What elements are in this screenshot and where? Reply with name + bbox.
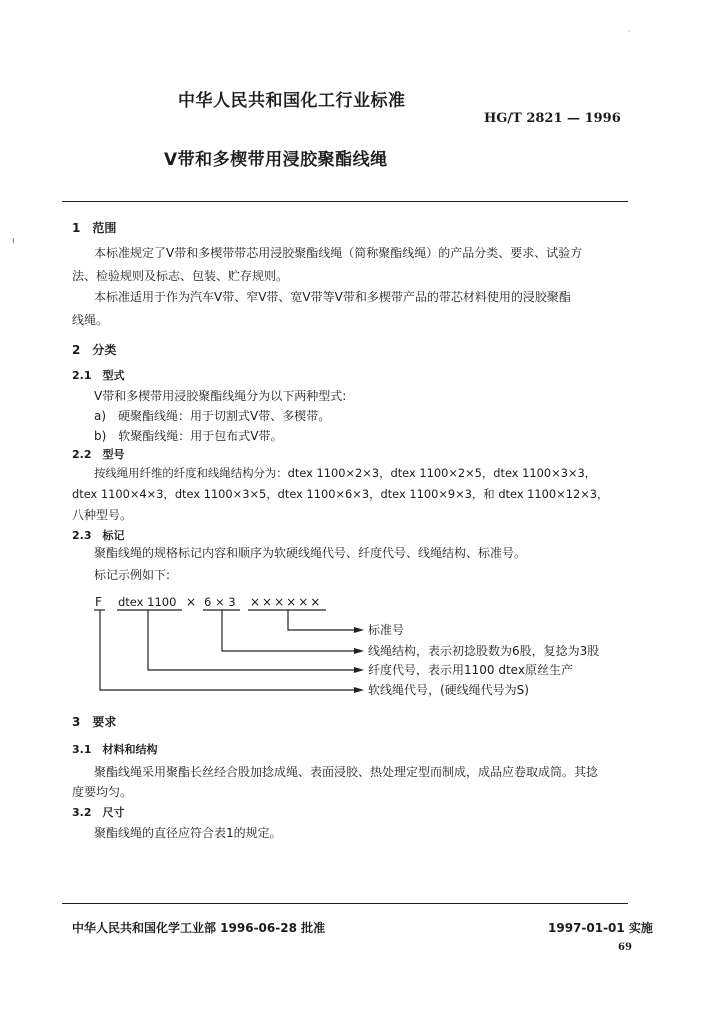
section-2-1-heading: 2.1 型式	[72, 369, 125, 382]
scan-mark: ı	[12, 236, 15, 246]
implementation-date: 1997-01-01 实施	[548, 921, 653, 935]
code-standard: ××××××	[250, 595, 323, 609]
list-item: b) 软聚酯线绳：用于包布式V带。	[94, 429, 283, 443]
section-2-2-heading: 2.2 型号	[72, 448, 125, 461]
scan-mark: ·	[628, 27, 631, 36]
paragraph-line: 聚酯线绳采用聚酯长丝经合股加捻成绳、表面浸胶、热处理定型而制成，成品应卷取成筒。其捻	[94, 765, 599, 779]
arrow-soft	[354, 687, 364, 693]
paragraph-line: 聚酯线绳的规格标记内容和顺序为软硬线绳代号、纤度代号、线绳结构、标准号。	[94, 546, 527, 560]
label-standard: 标准号	[368, 623, 405, 637]
paragraph-line: 标记示例如下:	[94, 568, 171, 582]
section-1-heading: 1 范围	[72, 221, 117, 235]
leader-standard	[288, 610, 356, 630]
paragraph-line: 线绳。	[72, 313, 109, 327]
section-2-3-heading: 2.3 标记	[72, 529, 125, 542]
standard-number: HG/T 2821 — 1996	[484, 111, 621, 126]
code-fineness: dtex 1100	[118, 595, 177, 609]
section-3-2-heading: 3.2 尺寸	[72, 806, 125, 819]
leader-soft	[100, 610, 356, 690]
paragraph-line: 本标准规定了V带和多楔带带芯用浸胶聚酯线绳（简称聚酯线绳）的产品分类、要求、试验方	[94, 246, 583, 260]
footer-divider	[62, 903, 628, 904]
paragraph-line: dtex 1100×4×3，dtex 1100×3×5，dtex 1100×6×3，dtex 1100×9×3，和 dtex 1100×12×3，	[72, 487, 609, 501]
label-soft: 软线绳代号，(硬线绳代号为S)	[368, 683, 529, 697]
paragraph-line: 度要均匀。	[72, 785, 133, 799]
section-3-1-heading: 3.1 材料和结构	[72, 743, 158, 756]
paragraph-line: 聚酯线绳的直径应符合表1的规定。	[94, 826, 282, 840]
paragraph-line: 按线绳用纤维的纤度和线绳结构分为：dtex 1100×2×3，dtex 1100×2×5，dtex 1100×3×3，	[94, 466, 597, 480]
paragraph-line: V带和多楔带用浸胶聚酯线绳分为以下两种型式:	[94, 389, 347, 403]
label-structure: 线绳结构，表示初捻股数为6股，复捻为3股	[368, 644, 600, 658]
arrow-structure	[354, 648, 364, 654]
code-soft-hard: F	[95, 595, 102, 609]
section-3-heading: 3 要求	[72, 715, 117, 729]
approval-date: 中华人民共和国化学工业部 1996-06-28 批准	[72, 921, 326, 935]
list-item: a) 硬聚酯线绳：用于切割式V带、多楔带。	[94, 409, 331, 423]
paragraph-line: 法、检验规则及标志、包装、贮存规则。	[72, 269, 289, 283]
paragraph-line: 本标准适用于作为汽车V带、窄V带、宽V带等V带和多楔带产品的带芯材料使用的浸胶聚酯	[94, 290, 571, 304]
page-number: 69	[618, 942, 632, 953]
issuing-organization: 中华人民共和国化工行业标准	[178, 91, 406, 111]
label-fineness: 纤度代号，表示用1100 dtex原丝生产	[368, 663, 573, 677]
leader-fineness	[148, 610, 356, 670]
code-structure: 6 × 3	[204, 595, 236, 609]
arrow-fineness	[354, 667, 364, 673]
code-times-sign: ×	[186, 595, 197, 609]
paragraph-line: 八种型号。	[72, 508, 133, 522]
section-2-heading: 2 分类	[72, 343, 117, 357]
document-title: V带和多楔带用浸胶聚酯线绳	[164, 150, 388, 170]
arrow-standard	[354, 627, 364, 633]
